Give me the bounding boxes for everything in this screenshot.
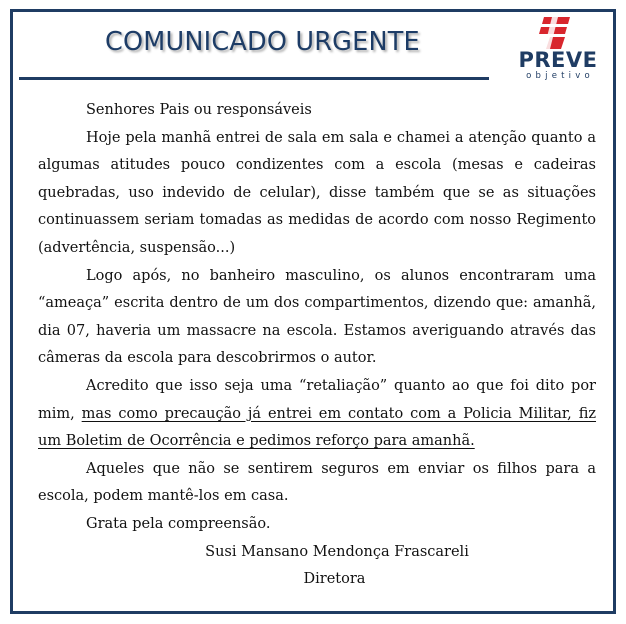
paragraph-3-text: Acredito que isso seja uma “retaliação” quanto ao que foi dito por mim, bbox=[38, 377, 596, 422]
logo-wordmark: PREVE bbox=[518, 48, 598, 72]
letter-paragraph-2: Logo após, no banheiro masculino, os alunos encontraram uma “ameaça” escrita dentro de um dos compartimentos, dizendo que: amanhã, dia 07, haveria um massacre na escola. Estamos averiguando através das câmeras da escola para descobrirmos o autor. bbox=[38, 267, 596, 367]
letter-paragraph-3 bbox=[38, 373, 596, 456]
logo-subtitle: objetivo bbox=[526, 71, 594, 81]
letter-paragraph-1: Hoje pela manhã entrei de sala em sala e chamei a atenção quanto a algumas atitudes pouco condizentes com a escola (mesas e cadeiras quebradas, uso indevido de celular), disse também que se as situações continuassem seriam tomadas as medidas de acordo com nosso Regimento (advertência, suspensão...) bbox=[38, 129, 596, 256]
letter-body bbox=[38, 97, 596, 594]
letter-closing: Grata pela compreensão. bbox=[86, 515, 271, 532]
preve-logo-icon bbox=[536, 15, 576, 51]
paragraph-3-underlined-text: mas como precaução já entrei em contato com a Policia Militar, fiz um Boletim de Ocorrência e pedimos reforço para amanhã. bbox=[38, 405, 597, 450]
page-title: COMUNICADO URGENTE bbox=[105, 27, 420, 57]
signer-name: Susi Mansano Mendonça Frascareli bbox=[205, 543, 469, 560]
header-divider bbox=[19, 77, 489, 80]
letter-paragraph-4: Aqueles que não se sentirem seguros em enviar os filhos para a escola, podem mantê-los em casa. bbox=[38, 460, 596, 505]
school-logo bbox=[512, 15, 604, 81]
letter-greeting: Senhores Pais ou responsáveis bbox=[86, 102, 312, 118]
signer-role: Diretora bbox=[303, 571, 366, 588]
